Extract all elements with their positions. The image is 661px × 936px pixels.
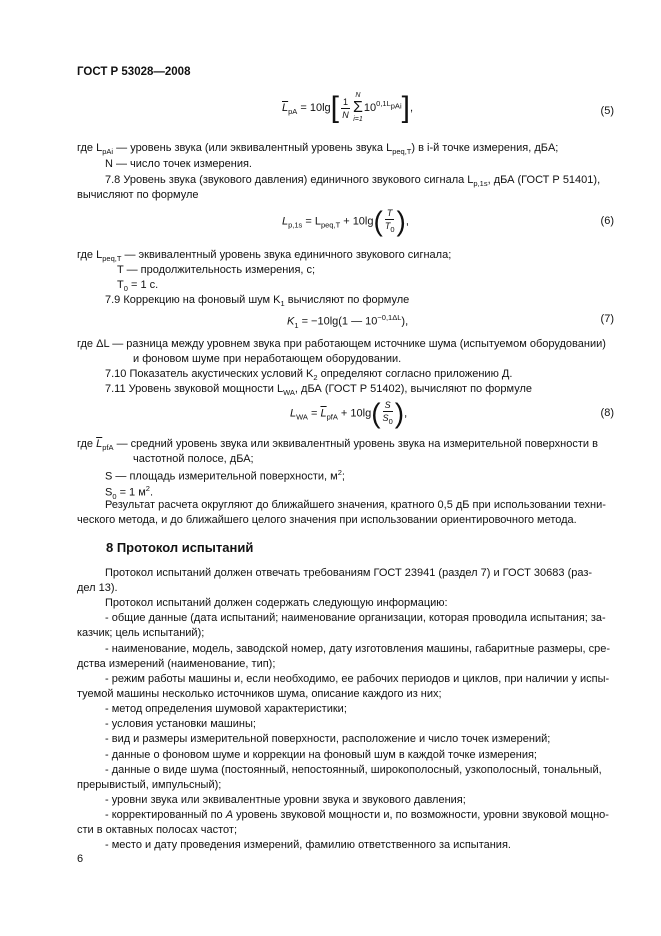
section-8-title: 8 Протокол испытаний: [106, 540, 254, 555]
rounding-rule-cont: ческого метода, и до ближайшего целого значения при использовании ориентировочного метода.: [77, 514, 577, 526]
protocol-line: - вид и размеры измерительной поверхности, расположение и число точек измерений;: [105, 733, 551, 745]
clause-7-8: 7.8 Уровень звука (звукового давления) единичного звукового сигнала $L_{p,1s}$, дБА (ГОСТ Р 51401),: [105, 174, 601, 189]
definition-lpeq: где $L_{peq,T}$ — эквивалентный уровень звука единичного звукового сигнала;: [77, 249, 452, 264]
rounding-rule: Результат расчета округляют до ближайшего значения, кратного 0,5 дБ при использовании техни-: [105, 499, 606, 511]
definition-s: S — площадь измерительной поверхности, $м^2$;: [105, 468, 345, 483]
clause-7-8-cont: вычисляют по формуле: [77, 189, 199, 201]
protocol-line: дел 13).: [77, 582, 118, 594]
protocol-line: - данные о фоновом шуме и коррекции на фоновый шум в каждой точке измерения;: [105, 749, 537, 761]
definition-delta-l: где ΔL — разница между уровнем звука при работающем источнике шума (испытуемом оборудовании): [77, 338, 606, 350]
protocol-line: - условия установки машины;: [105, 718, 256, 730]
definition-lpfa: где $\overline{L}_{pfA}$ — средний уровень звука или эквивалентный уровень звука на измерительной поверхности в: [77, 438, 598, 453]
formula-7: $K_1 = -10\lg(1$ — $10^{-0,1\Delta L}$),: [287, 313, 409, 330]
definition-delta-l-cont: и фоновом шуме при неработающем оборудовании.: [133, 353, 402, 365]
definition-t0: $T_0 = 1$ с.: [117, 279, 159, 294]
clause-7-9: 7.9 Коррекцию на фоновый шум $K_1$ вычисляют по формуле: [105, 294, 410, 309]
protocol-line: - место и дату проведения измерений, фамилию ответственного за испытания.: [105, 839, 511, 851]
protocol-line: - корректированный по A уровень звуковой мощности и, по возможности, уровни звуковой мощно-: [105, 809, 609, 821]
document-header: ГОСТ Р 53028—2008: [77, 66, 191, 78]
formula-8: $L_{WA} = \overline{L}_{pfA} + 10\lg$( $\frac{S}{S_0}$ ),: [290, 397, 408, 429]
protocol-line: - уровни звука или эквивалентные уровни звука и звукового давления;: [105, 794, 466, 806]
page-number: 6: [77, 853, 84, 865]
equation-number-8: (8): [600, 407, 614, 419]
definition-n: N — число точек измерения.: [105, 158, 252, 170]
protocol-line: Протокол испытаний должен содержать следующую информацию:: [105, 597, 448, 609]
protocol-line: - наименование, модель, заводской номер, дату изготовления машины, габаритные размеры, сре-: [105, 643, 610, 655]
definition-s0: $S_0 = 1$ $м^2$.: [105, 484, 154, 501]
definition-t: T — продолжительность измерения, с;: [117, 264, 316, 276]
protocol-line: - данные о виде шума (постоянный, непостоянный, широкополосный, узкополосный, тональный,: [105, 764, 602, 776]
protocol-line: Протокол испытаний должен отвечать требованиям ГОСТ 23941 (раздел 7) и ГОСТ 30683 (раз-: [105, 567, 593, 579]
protocol-line: казчик; цель испытаний);: [77, 627, 205, 639]
definition-lpai: где $L_{pAi}$ — уровень звука (или эквивалентный уровень звука $L_{peq,T}$) в i-й точке измерения, дБA;: [77, 142, 559, 157]
formula-6: $L_{p,1s} = L_{peq,T} + 10\lg$( $\frac{T}{T_0}$ ),: [282, 205, 409, 237]
protocol-line: туемой машины несколько источников шума, описание каждого из них;: [77, 688, 442, 700]
equation-number-5: (5): [600, 105, 614, 117]
formula-5: $\overline{L}_{pA} = 10\lg$[ $\frac{1}{N}$ N Σ i=1 $10^{0,1L_{pAi}}$],: [282, 91, 414, 124]
protocol-line: дства измерений (наименование, тип);: [77, 658, 276, 670]
protocol-line: - режим работы машины и, если необходимо, ее рабочих периодов и циклов, при наличии у испы-: [105, 673, 610, 685]
definition-lpfa-cont: частотной полосе, дБА;: [133, 453, 254, 465]
equation-number-7: (7): [600, 313, 614, 325]
protocol-line: - метод определения шумовой характеристики;: [105, 703, 347, 715]
protocol-line: сти в октавных полосах частот;: [77, 824, 238, 836]
clause-7-10: 7.10 Показатель акустических условий $K_2$ определяют согласно приложению Д.: [105, 368, 513, 383]
clause-7-11: 7.11 Уровень звуковой мощности $L_{WA}$, дБА (ГОСТ Р 51402), вычисляют по формуле: [105, 383, 532, 398]
protocol-line: - общие данные (дата испытаний; наименование организации, которая проводила испытания; за-: [105, 612, 606, 624]
protocol-line: прерывистый, импульсный);: [77, 779, 222, 791]
equation-number-6: (6): [600, 215, 614, 227]
